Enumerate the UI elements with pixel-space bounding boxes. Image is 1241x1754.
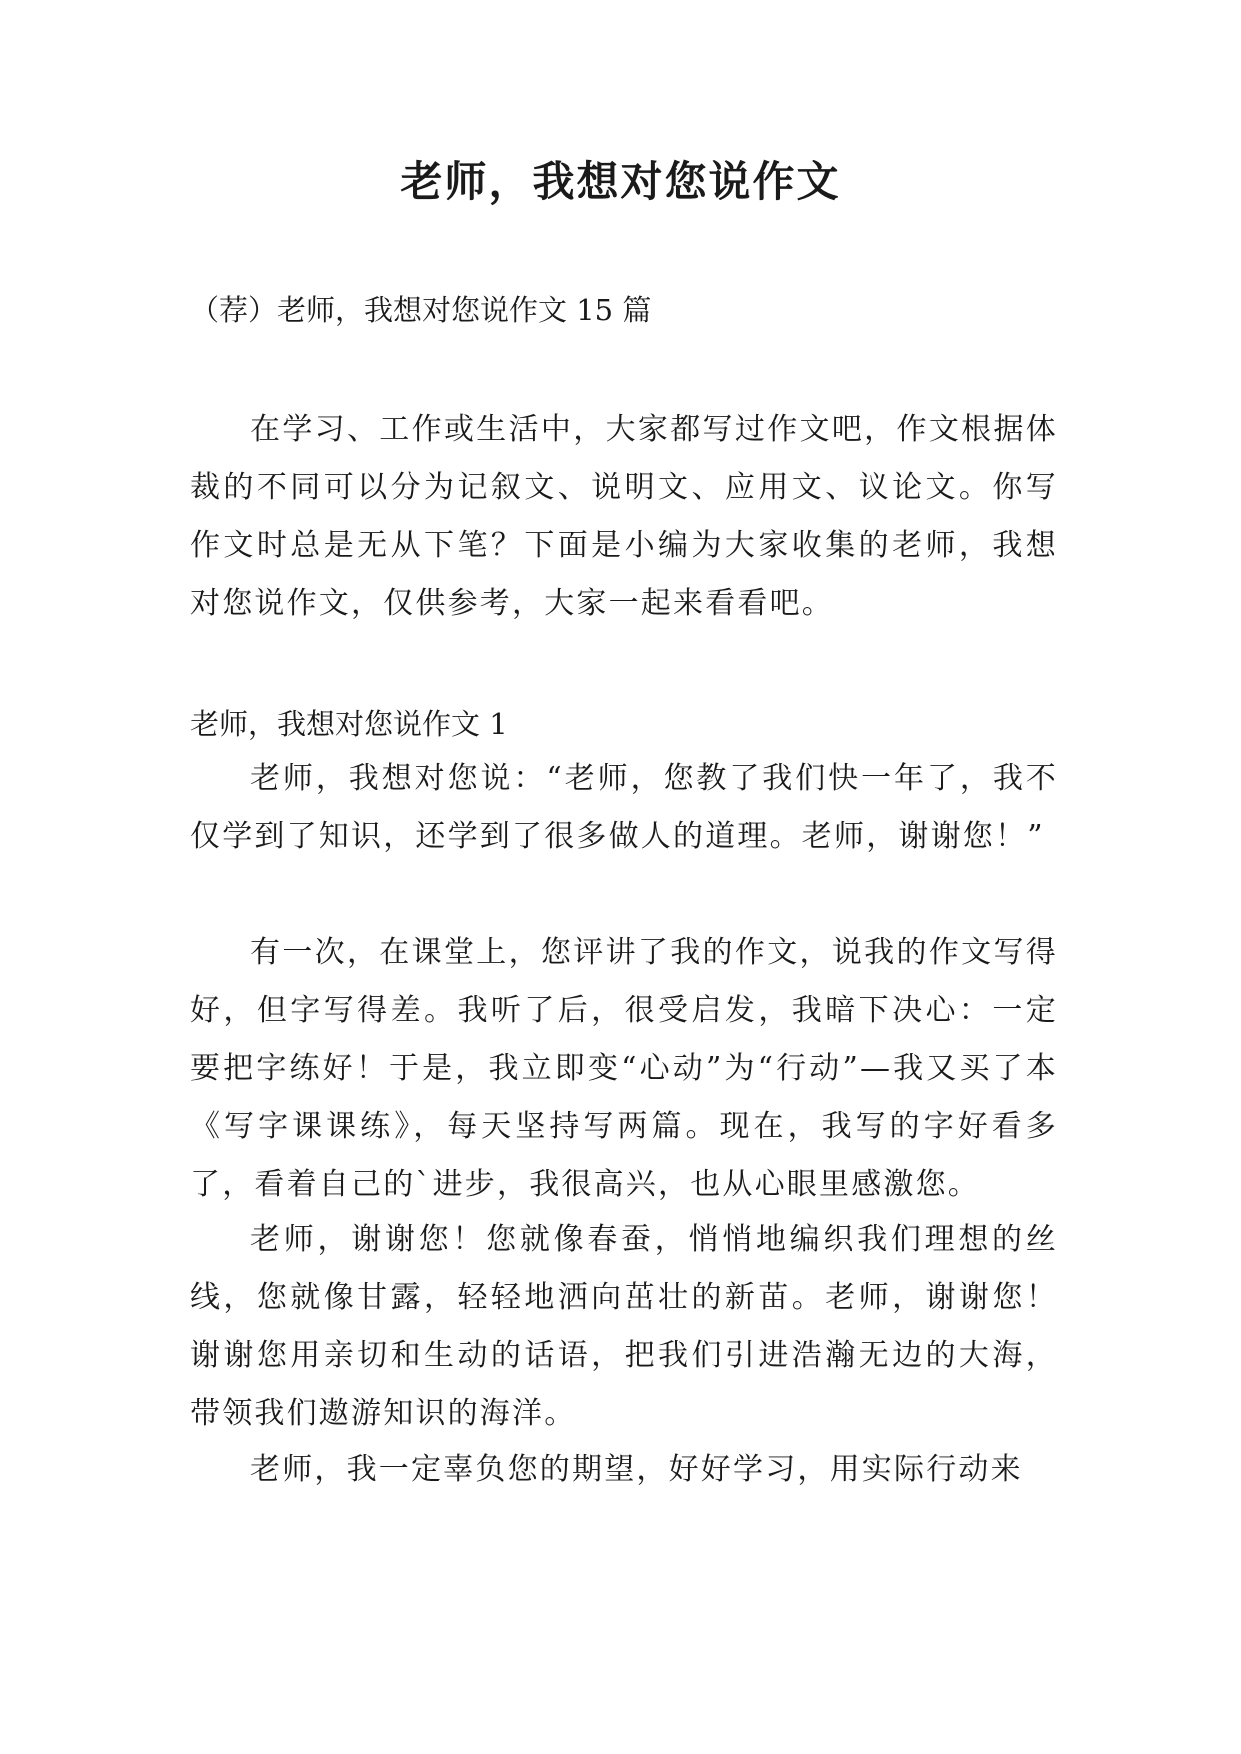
document-subtitle: （荐）老师，我想对您说作文 15 篇 — [190, 293, 652, 327]
document-title: 老师，我想对您说作文 — [400, 157, 841, 206]
body-paragraph: 有一次，在课堂上，您评讲了我的作文，说我的作文写得好，但字写得差。我听了后，很受启发，我暗下决心：一定要把字练好！于是，我立即变“心动”为“行动”—我又买了本《写字课课练》，每天坚持写两篇。现在，我写的字好看多了，看着自己的`进步，我很高兴，也从心眼里感激您。 — [190, 935, 1058, 1202]
intro-paragraph: 在学习、工作或生活中，大家都写过作文吧，作文根据体裁的不同可以分为记叙文、说明文、应用文、议论文。你写作文时总是无从下笔？下面是小编为大家收集的老师，我想对您说作文，仅供参考，大家一起来看看吧。 — [190, 412, 1058, 621]
body-paragraph: 老师，谢谢您！您就像春蚕，悄悄地编织我们理想的丝线，您就像甘露，轻轻地洒向茁壮的新苗。老师，谢谢您！谢谢您用亲切和生动的话语，把我们引进浩瀚无边的大海，带领我们遨游知识的海洋。 — [190, 1222, 1058, 1431]
body-paragraph: 老师，我想对您说：“老师，您教了我们快一年了，我不仅学到了知识，还学到了很多做人的道理。老师，谢谢您！” — [190, 761, 1058, 854]
section-heading: 老师，我想对您说作文 1 — [190, 707, 508, 741]
body-paragraph: 老师，我一定辜负您的期望，好好学习，用实际行动来 — [250, 1452, 1023, 1487]
